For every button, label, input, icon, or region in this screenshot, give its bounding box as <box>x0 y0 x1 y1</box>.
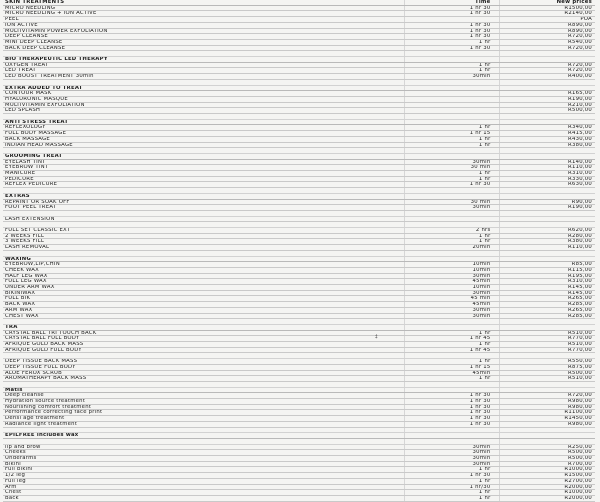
treatment-time: 30 min <box>404 165 499 171</box>
treatment-name: 3 WEEKS FILL <box>3 239 404 245</box>
treatment-name: CHEEK WAX <box>3 267 404 273</box>
treatment-time: 1 hr 15 <box>404 364 499 370</box>
treatment-name: MICRO NEEDLING <box>3 5 404 11</box>
treatment-time: 30 min <box>404 199 499 205</box>
treatment-name: GROOMING TREAT <box>3 153 404 159</box>
treatment-name: DEEP TISSUE BACK MASS <box>3 359 404 365</box>
treatment-name: Back <box>3 495 404 501</box>
price-column-header: New prices <box>499 0 595 5</box>
treatment-name: HYALURONIC MASQUE <box>3 96 404 102</box>
treatment-time: 1 hr 30 <box>404 182 499 188</box>
treatment-time: 1 hr 30 <box>404 421 499 427</box>
treatment-name: EYEBROW TINT <box>3 165 404 171</box>
treatment-price: R2700,00 <box>499 478 595 484</box>
treatment-time: 30min <box>404 444 499 450</box>
treatment-name: PEEL <box>3 17 404 23</box>
treatment-name: Performance correcting face print <box>3 410 404 416</box>
treatment-name: UNDER ARM WAX <box>3 285 404 291</box>
treatment-name: LED TREAT <box>3 68 404 74</box>
treatment-time: 1 hr/30 <box>404 484 499 490</box>
treatment-name: BIO THERAPEUTIC LED THERAPY <box>3 57 404 63</box>
treatment-name: Underarms <box>3 456 404 462</box>
treatment-time: 30min <box>404 307 499 313</box>
treatment-name: MULTIVITAMIN EXFOLIATION <box>3 102 404 108</box>
treatment-price: R110,00 <box>499 165 595 171</box>
treatment-price: R190,00 <box>499 96 595 102</box>
treatment-price: R500,00 <box>499 370 595 376</box>
treatment-time: 1 hr 30 <box>404 34 499 40</box>
treatment-time: 1 hr <box>404 239 499 245</box>
treatment-time: 1 hr <box>404 68 499 74</box>
treatment-name: 1/2 leg <box>3 473 404 479</box>
treatment-time: 10min <box>404 267 499 273</box>
treatment-name: REFLEXOLOGY <box>3 125 404 131</box>
treatment-price: R550,00 <box>499 359 595 365</box>
treatment-price: R720,00 <box>499 68 595 74</box>
treatment-price: POA <box>499 17 595 23</box>
treatment-name: DEEP CLEANSE <box>3 34 404 40</box>
treatment-price: R1500,00 <box>499 5 595 11</box>
treatment-price: R380,00 <box>499 142 595 148</box>
treatment-time: 1 hr <box>404 478 499 484</box>
table-row <box>3 495 595 501</box>
treatment-time: 1 hr <box>404 467 499 473</box>
treatment-time: 1 hr 30 <box>404 416 499 422</box>
treatment-time: 30min <box>404 461 499 467</box>
treatment-time: 10min <box>404 285 499 291</box>
treatment-name: FULL LEG WAX <box>3 279 404 285</box>
treatment-name: EXTRA ADDED TO TREAT <box>3 85 404 91</box>
treatment-price: R430,00 <box>499 136 595 142</box>
time-column-header: Time <box>404 0 499 5</box>
treatment-price: R145,00 <box>499 285 595 291</box>
treatment-price: R2000,00 <box>499 484 595 490</box>
treatment-price: R890,00 <box>499 22 595 28</box>
treatment-price: R145,00 <box>499 290 595 296</box>
treatment-name: EYEBROW,LIP,CHIN <box>3 262 404 268</box>
treatment-name: PEDICURE <box>3 176 404 182</box>
treatment-price: R85,00 <box>499 262 595 268</box>
treatment-name: MICRO NEEDLING + ION ACTIVE <box>3 11 404 17</box>
treatment-time: 1 hr 45 <box>404 336 499 342</box>
treatment-name: ION ACTIVE <box>3 22 404 28</box>
treatment-name: WAXING <box>3 256 404 262</box>
treatment-time: 1 hr <box>404 62 499 68</box>
treatment-time: 1 hr <box>404 233 499 239</box>
treatment-time: 1 hr <box>404 142 499 148</box>
treatment-time: 1 hr 30 <box>404 473 499 479</box>
treatment-time: 1 hr <box>404 359 499 365</box>
treatment-price: R875,00 <box>499 364 595 370</box>
treatment-name: Chest <box>3 490 404 496</box>
treatment-price: R890,00 <box>499 28 595 34</box>
treatment-price: R280,00 <box>499 233 595 239</box>
treatment-name: lip and brow <box>3 444 404 450</box>
treatment-name: Matis <box>3 387 404 393</box>
treatment-name: MULTIVITAMIN POWER EXFOLIATION <box>3 28 404 34</box>
treatment-price: R720,00 <box>499 393 595 399</box>
treatment-name: Hydration source treatment <box>3 399 404 405</box>
treatment-name: FULL BIK <box>3 296 404 302</box>
treatment-price: R265,00 <box>499 307 595 313</box>
treatment-name: Full leg <box>3 478 404 484</box>
treatment-name: Deep cleanse <box>3 393 404 399</box>
treatment-price: R400,00 <box>499 74 595 80</box>
treatment-price: R500,00 <box>499 456 595 462</box>
treatment-name: DEEP TISSUE FULL BODY <box>3 364 404 370</box>
treatment-name: BACK DEEP CLEANSE <box>3 45 404 51</box>
treatment-price: R110,00 <box>499 245 595 251</box>
treatment-name: AROMATHERAPY BACK MASS <box>3 376 404 382</box>
section-heading-skin-treatments: SKIN TREATMENTS <box>3 0 404 5</box>
treatment-name: REPAINT OR SOAK OFF <box>3 199 404 205</box>
treatment-price: R980,00 <box>499 404 595 410</box>
treatment-time: 1 hr <box>404 176 499 182</box>
treatment-price: R1000,00 <box>499 490 595 496</box>
treatment-price: R285,00 <box>499 302 595 308</box>
treatment-price: R2140,00 <box>499 11 595 17</box>
treatment-time: 1 hr <box>404 125 499 131</box>
treatment-price: R165,00 <box>499 91 595 97</box>
treatment-time: 45min <box>404 370 499 376</box>
treatment-price: R310,00 <box>499 279 595 285</box>
treatment-time: 30min <box>404 74 499 80</box>
treatment-name: CRYSTAL BALL FULL BODY <box>3 336 404 342</box>
treatment-time: 1 hr <box>404 136 499 142</box>
treatment-time: 1 hr 30 <box>404 404 499 410</box>
treatment-time: 1 hr 30 <box>404 11 499 17</box>
treatment-name: AFRIQUE GOLD FULL BODY <box>3 347 404 353</box>
treatment-price: R380,00 <box>499 239 595 245</box>
treatment-name: LED BOOST TREATMENT 30min <box>3 74 404 80</box>
treatment-time: 1 hr 30 <box>404 410 499 416</box>
treatment-name: REFLEX PEDICURE <box>3 182 404 188</box>
treatment-name: FOOT PEEL TREAT <box>3 205 404 211</box>
treatment-price: R2000,00 <box>499 495 595 501</box>
treatment-name: MANICURE <box>3 171 404 177</box>
treatment-time: 1 hr <box>404 495 499 501</box>
treatment-price: R195,00 <box>499 273 595 279</box>
treatment-price: R720,00 <box>499 45 595 51</box>
treatment-time: 30min <box>404 313 499 319</box>
treatment-name: LASH EXTENSION <box>3 216 404 222</box>
treatment-name: AFRIQUE GOLD BACK MASS <box>3 342 404 348</box>
treatment-name: ANTI STRESS TREAT <box>3 119 404 125</box>
treatment-price: R115,00 <box>499 267 595 273</box>
treatment-name: CRYSTAL BALL TRI TOUCH BACK <box>3 330 404 336</box>
treatment-time: 30min <box>404 290 499 296</box>
treatment-time: 30min <box>404 456 499 462</box>
treatment-price: R190,00 <box>499 205 595 211</box>
treatment-name: TRA <box>3 324 404 330</box>
treatment-price: R720,00 <box>499 62 595 68</box>
treatment-name: 2 WEEKS FILL <box>3 233 404 239</box>
treatment-time: 1 hr <box>404 342 499 348</box>
treatment-price: R310,00 <box>499 171 595 177</box>
treatment-name: BIKINIWAX <box>3 290 404 296</box>
treatment-name: ARM WAX <box>3 307 404 313</box>
treatment-price: R90,00 <box>499 199 595 205</box>
treatment-time: 30min <box>404 159 499 165</box>
treatment-time: 1 hr 30 <box>404 5 499 11</box>
treatment-price: R210,00 <box>499 102 595 108</box>
treatment-price: R770,00 <box>499 347 595 353</box>
treatment-price: R510,00 <box>499 376 595 382</box>
treatment-name: BACK MASSAGE <box>3 136 404 142</box>
treatment-price: R980,00 <box>499 399 595 405</box>
treatment-name: ALOE FEROX SCRUB <box>3 370 404 376</box>
treatment-name: EYELASH TINT <box>3 159 404 165</box>
treatment-time: 1 hr 30 <box>404 45 499 51</box>
treatment-time: 1 hr <box>404 376 499 382</box>
treatment-price: R1450,00 <box>499 416 595 422</box>
treatment-time: 30min <box>404 205 499 211</box>
treatment-name: EPILFREE includes wax <box>3 433 404 439</box>
treatment-price: R720,00 <box>499 34 595 40</box>
treatment-price: R510,00 <box>499 330 595 336</box>
treatment-name: Nourishing comfort treatment <box>3 404 404 410</box>
treatment-name: EXTRAS <box>3 193 404 199</box>
treatment-name: Densi age treatment <box>3 416 404 422</box>
treatment-time: 1 hr 30 <box>404 393 499 399</box>
treatment-name: LED SPLASH <box>3 108 404 114</box>
treatment-time: 10min <box>404 262 499 268</box>
treatment-name: CHEST WAX <box>3 313 404 319</box>
treatment-name: Bikini <box>3 461 404 467</box>
treatment-price: R415,00 <box>499 131 595 137</box>
treatment-name: FULL SET CLASSIC EXT <box>3 228 404 234</box>
treatment-price: R510,00 <box>499 342 595 348</box>
treatment-price: R250,00 <box>499 444 595 450</box>
treatment-price: R285,00 <box>499 313 595 319</box>
treatment-time: 1 hr <box>404 330 499 336</box>
treatment-price: R265,00 <box>499 296 595 302</box>
treatment-price: R340,00 <box>499 125 595 131</box>
treatment-name: Full bikini <box>3 467 404 473</box>
treatment-time: 2 hrs <box>404 228 499 234</box>
treatment-name: LASH REMOVAL <box>3 245 404 251</box>
treatment-time: 1 hr 15 <box>404 131 499 137</box>
treatment-name: MINI DEEP CLEANSE <box>3 39 404 45</box>
treatment-price: R330,00 <box>499 176 595 182</box>
treatment-time: 1 hr 30 <box>404 22 499 28</box>
treatment-price: R770,00 <box>499 336 595 342</box>
treatment-name: HALF LEG WAX <box>3 273 404 279</box>
treatment-name: Arm <box>3 484 404 490</box>
treatment-name: OXYGEN TREAT <box>3 62 404 68</box>
treatment-price: R500,00 <box>499 450 595 456</box>
treatment-time: 1 hr <box>404 490 499 496</box>
treatment-time: 45min <box>404 302 499 308</box>
treatment-time: 1 hr 30 <box>404 399 499 405</box>
treatment-name: FULL BODY MASSAGE <box>3 131 404 137</box>
treatment-time: 1 hr <box>404 171 499 177</box>
treatment-price: R500,00 <box>499 108 595 114</box>
price-table <box>3 0 595 502</box>
treatment-price: R630,00 <box>499 182 595 188</box>
treatment-price: R1000,00 <box>499 467 595 473</box>
treatment-name: Radiance light treatment <box>3 421 404 427</box>
treatment-name: CONTOUR MASK <box>3 91 404 97</box>
stray-mark: ‡ <box>375 334 378 340</box>
treatment-time: 45 min <box>404 296 499 302</box>
treatment-price: R1100,00 <box>499 410 595 416</box>
treatment-price: R140,00 <box>499 159 595 165</box>
treatment-time: 1 hr 30 <box>404 28 499 34</box>
treatment-price: R700,00 <box>499 461 595 467</box>
treatment-time: 45min <box>404 279 499 285</box>
treatment-price: R620,00 <box>499 228 595 234</box>
treatment-name: Cheeks <box>3 450 404 456</box>
treatment-time: 20min <box>404 245 499 251</box>
treatment-price: R540,00 <box>499 39 595 45</box>
treatment-name: INDIAN HEAD MASSAGE <box>3 142 404 148</box>
price-table-body <box>3 0 595 501</box>
treatment-time: 30min <box>404 273 499 279</box>
treatment-price: R1500,00 <box>499 473 595 479</box>
treatment-time: 1 hr 45 <box>404 347 499 353</box>
treatment-time: 1 hr <box>404 39 499 45</box>
treatment-name: BACK WAX <box>3 302 404 308</box>
treatment-time: 30min <box>404 450 499 456</box>
treatment-price: R980,00 <box>499 421 595 427</box>
